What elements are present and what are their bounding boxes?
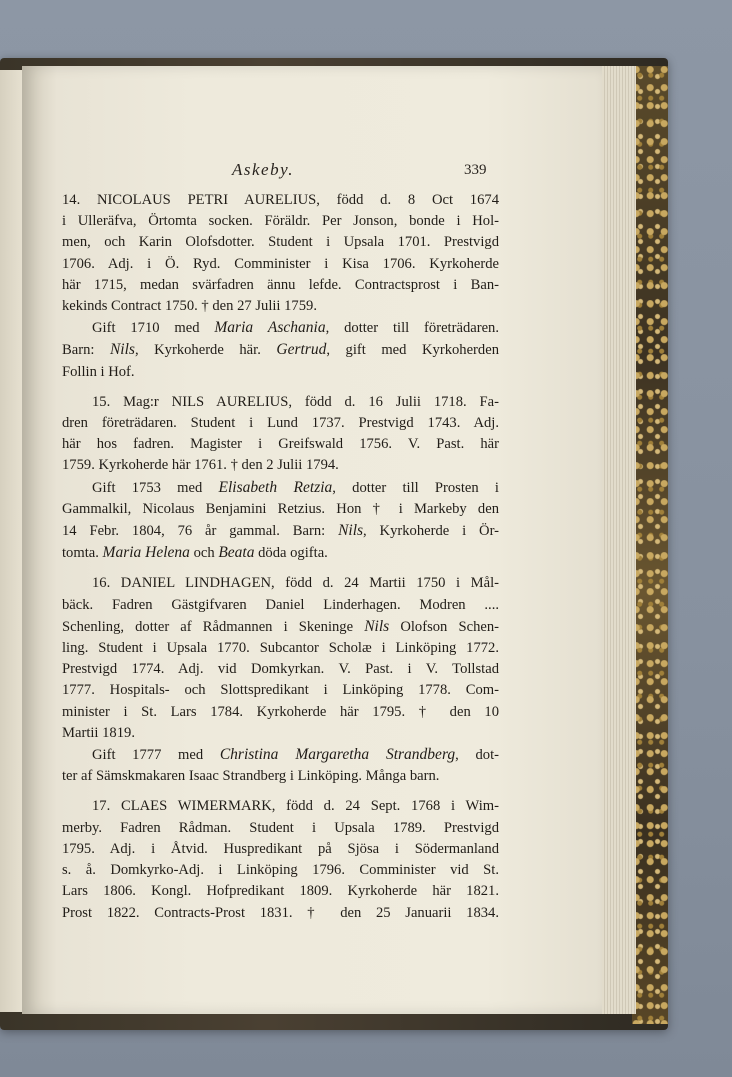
text-line: 1759. Kyrkoherde här 1761. † den 2 Julii 1794. (62, 457, 339, 474)
text-line: 14. NICOLAUS PETRI AURELIUS, född d. 8 Oct 1674 (62, 192, 499, 208)
text-line: Follin i Hof. (62, 363, 135, 380)
text-line: Schenling, dotter af Rådmannen i Skeninge Nils Olofson Schen- (62, 617, 499, 635)
text-line: bäck. Fadren Gästgifvaren Daniel Linderhagen. Modren .... (62, 596, 499, 613)
text-line: Gift 1753 med Elisabeth Retzia, dotter till Prosten i (92, 478, 499, 496)
text-line: s. å. Domkyrko-Adj. i Linköping 1796. Comminister vid St. (62, 862, 499, 879)
text-line: här 1715, medan svärfadren ännu lefde. Contractsprost i Ban- (62, 276, 499, 293)
text-line: dren företrädaren. Student i Lund 1737. Prestvigd 1743. Adj. (62, 415, 499, 432)
facing-page-edge (0, 70, 23, 1012)
text-line: Gammalkil, Nicolaus Benjamini Retzius. Hon † i Markeby den (62, 500, 499, 517)
text-line: 1706. Adj. i Ö. Ryd. Comminister i Kisa 1706. Kyrkoherde (62, 255, 499, 272)
marbled-edge (632, 66, 668, 1024)
text-line: Prestvigd 1774. Adj. vid Domkyrkan. V. Past. i V. Tollstad (62, 661, 499, 678)
text-line: 1795. Adj. i Åtvid. Huspredikant på Sjösa i Södermanland (62, 840, 499, 857)
text-line: Prost 1822. Contracts-Prost 1831. † den 25 Januarii 1834. (62, 904, 499, 921)
text-line: ling. Student i Upsala 1770. Subcantor Scholæ i Linköping 1772. (62, 640, 499, 657)
text-line: här hos fadren. Magister i Greifswald 1756. V. Past. här (62, 436, 499, 453)
text-line: 16. DANIEL LINDHAGEN, född d. 24 Martii 1750 i Mål- (92, 575, 499, 592)
text-line: minister i St. Lars 1784. Kyrkoherde här 1795. † den 10 (62, 703, 499, 720)
text-line: 17. CLAES WIMERMARK, född d. 24 Sept. 1768 i Wim- (92, 798, 499, 815)
text-line: Martii 1819. (62, 724, 135, 741)
text-line: men, och Karin Olofsdotter. Student i Upsala 1701. Prestvigd (62, 234, 499, 251)
page-header (0, 158, 732, 184)
text-line: tomta. Maria Helena och Beata döda ogifta. (62, 544, 328, 562)
text-line: 15. Mag:r NILS AURELIUS, född d. 16 Julii 1718. Fa- (92, 393, 499, 410)
page-text (62, 190, 499, 924)
text-line: Barn: Nils, Kyrkoherde här. Gertrud, gift med Kyrkoherden (62, 341, 499, 359)
text-line: 1777. Hospitals- och Slottspredikant i Linköping 1778. Com- (62, 682, 499, 699)
text-line: ter af Sämskmakaren Isaac Strandberg i Linköping. Många barn. (62, 768, 440, 785)
text-line: 14 Febr. 1804, 76 år gammal. Barn: Nils, Kyrkoherde i Ör- (62, 522, 499, 540)
text-line: Gift 1710 med Maria Aschania, dotter till företrädaren. (92, 319, 500, 337)
page-edges (596, 66, 636, 1014)
page-number: 339 (464, 162, 487, 178)
text-line: kekinds Contract 1750. † den 27 Julii 1759. (62, 298, 317, 315)
text-line: merby. Fadren Rådman. Student i Upsala 1789. Prestvigd (62, 819, 499, 836)
text-line: i Ulleräfva, Örtomta socken. Föräldr. Per Jonson, bonde i Hol- (62, 213, 499, 230)
running-head: Askeby. (232, 160, 294, 179)
text-line: Gift 1777 med Christina Margaretha Strandberg, dot- (92, 746, 499, 764)
text-line: Lars 1806. Kongl. Hofpredikant 1809. Kyrkoherde här 1821. (62, 883, 499, 900)
